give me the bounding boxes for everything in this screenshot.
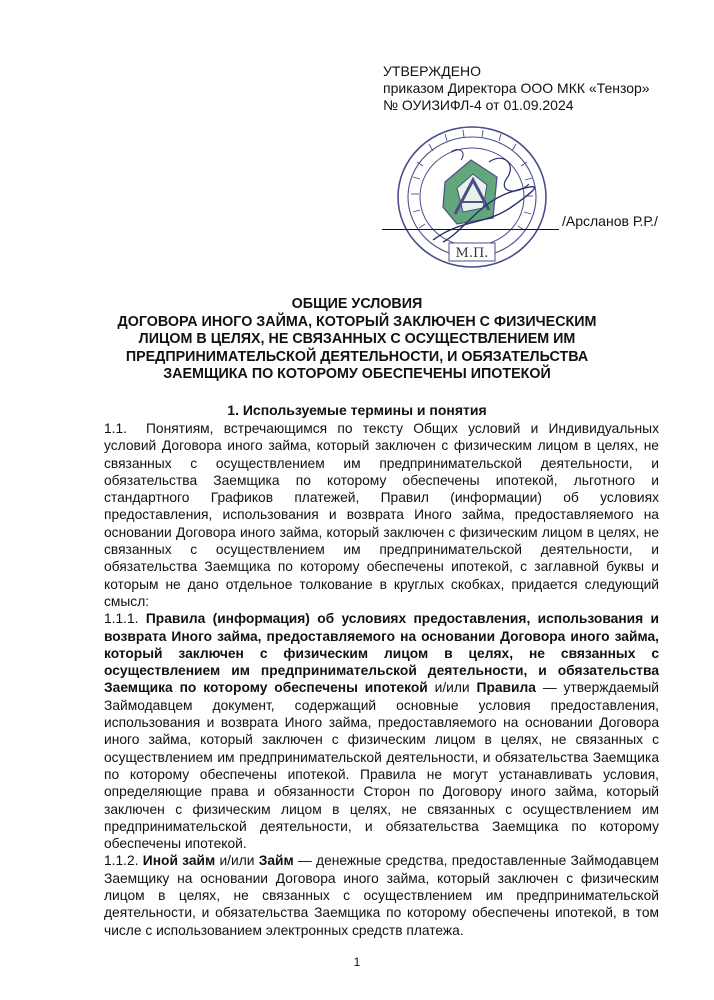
title-line-5: ЗАЕМЩИКА ПО КОТОРОМУ ОБЕСПЕЧЕНЫ ИПОТЕКОЙ — [163, 366, 551, 383]
clause-text: — утверждаемый Займодавцем документ, содержащий основные условия предоставления, использования и возврата Иного займа, предоставляемого на основании Договора иного займа, который заключен с физическим лицом в целях, не связанных с осуществлением им предпринимательской деятельности, и обязательства Заемщика по которому обеспечены ипотекой. Правила не могут устанавливать условия, определяющие права и обязанности Сторон по Договору иного займа, который заключен с физическим лицом в целях, не связанных с осуществлением им предпринимательской деятельности, и обязательства Заемщика по которому обеспечены ипотекой. — [104, 680, 659, 852]
approval-number: № ОУИЗИФЛ-4 от 01.09.2024 — [383, 97, 574, 113]
term-or: и/или — [219, 853, 255, 869]
signature-line — [382, 229, 559, 230]
approval-heading: УТВЕРЖДЕНО — [383, 63, 482, 79]
clause-text: Понятиям, встречающимся по тексту Общих условий и Индивидуальных условий Договора иного займа, который заключен с физическим лицом в целях, не связанных с осуществлением им предпринимательской деятельности, и обязательства Заемщика по которому обеспечены ипотекой, льготного и стандартного Графиков платежей, Правил (информации) об условиях предоставления, использования и возврата Иного займа, предоставляемого на основании Договора иного займа, который заключен с физическим лицом в целях, не связанных с осуществлением им предпринимательской деятельности, и обязательства Заемщика по которому обеспечены ипотекой, с заглавной буквы и которым не дано отдельное толкование в круглых скобках, придается следующий смысл: — [104, 421, 659, 609]
approval-order: приказом Директора ООО МКК «Тензор» — [383, 80, 650, 96]
seal-mp-mark: М.П. — [455, 246, 489, 261]
term-loan-short: Займ — [258, 853, 294, 869]
company-seal — [393, 122, 551, 272]
clause-1-1-1 — [104, 610, 659, 852]
term-or: и/или — [434, 680, 470, 696]
section-heading: 1. Используемые термины и понятия — [227, 402, 487, 418]
clause-number: 1.1.1. — [104, 611, 139, 627]
approval-block — [383, 63, 650, 114]
clause-text: — денежные средства, предоставленные Займодавцем Заемщику на основании Договора иного займа, который заключен с физическим лицом в целях, не связанных с осуществлением им предпринимательской деятельности, и обязательства Заемщика по которому обеспечены ипотекой, в том числе с использованием электронных средств платежа. — [104, 853, 660, 938]
clause-number: 1.1. — [104, 421, 128, 436]
title-line-1: ОБЩИЕ УСЛОВИЯ — [291, 296, 423, 312]
clause-1-1-2 — [104, 852, 659, 938]
seal-emblem — [443, 160, 497, 224]
clause-number: 1.1.2. — [104, 853, 139, 869]
term-rules: Правила (информация) об условиях предоставления, использования и возврата Иного займа, предоставляемого на основании Договора иного займа, который заключен с физическим лицом в целях, не связанных с осуществлением им предпринимательской деятельности, и обязательства Заемщика по которому обеспечены ипотекой — [104, 611, 659, 696]
page-number: 1 — [353, 955, 361, 969]
title-line-2: ДОГОВОРА ИНОГО ЗАЙМА, КОТОРЫЙ ЗАКЛЮЧЕН С ФИЗИЧЕСКИМ — [117, 313, 597, 330]
term-loan: Иной займ — [142, 853, 216, 869]
document-title — [60, 296, 654, 384]
document-body — [104, 420, 659, 939]
title-line-3: ЛИЦОМ В ЦЕЛЯХ, НЕ СВЯЗАННЫХ С ОСУЩЕСТВЛЕНИЕМ ИМ — [138, 331, 576, 348]
clause-1-1 — [104, 420, 659, 610]
signer-name: /Арсланов Р.Р./ — [562, 213, 658, 229]
term-rules-short: Правила — [476, 680, 536, 696]
title-line-4: ПРЕДПРИНИМАТЕЛЬСКОЙ ДЕЯТЕЛЬНОСТИ, И ОБЯЗАТЕЛЬСТВА — [125, 348, 589, 365]
